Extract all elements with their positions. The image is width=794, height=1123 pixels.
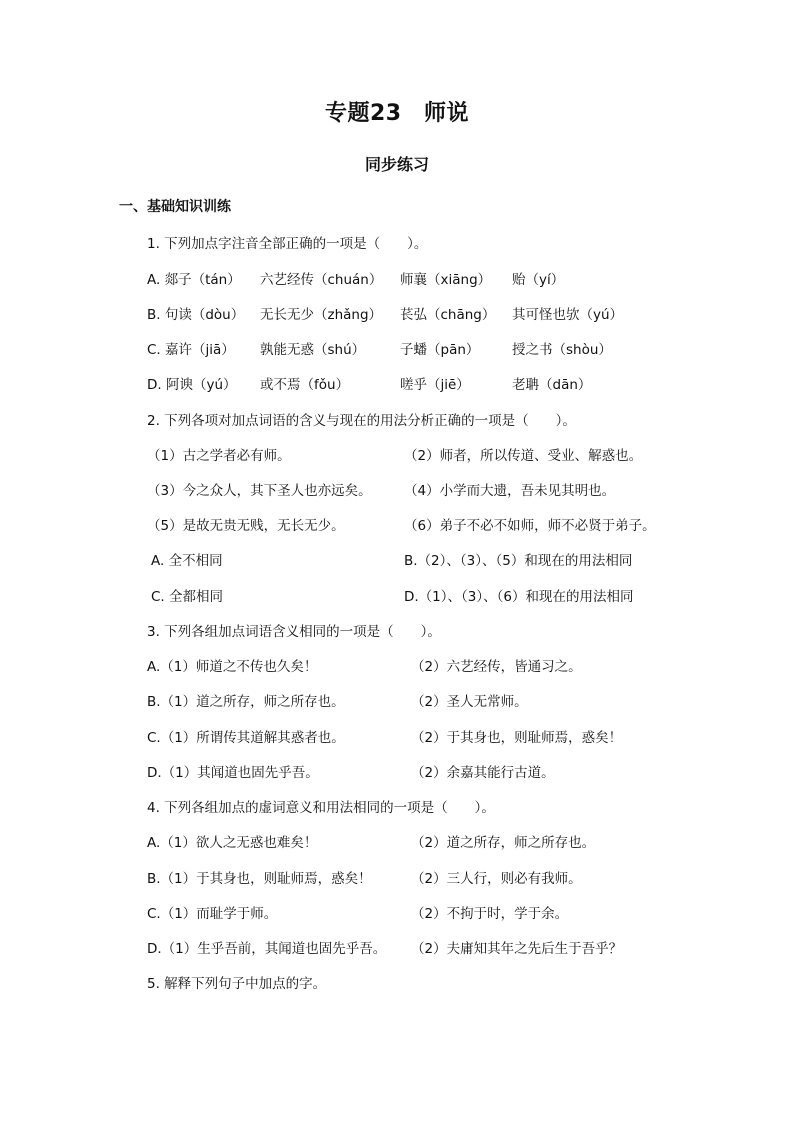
q1-option-a-item-4: 贻（yí） <box>512 272 565 288</box>
q1-option-b-item-2: 无长无少（zhǎng） <box>260 307 383 323</box>
q1-option-c-item-1: C. 嘉许（jiā） <box>147 342 235 358</box>
q1-option-d-item-4: 老聃（dān） <box>512 377 592 393</box>
q4-option-b-part-1: B.（1）于其身也，则耻师焉，惑矣！ <box>147 871 372 887</box>
q2-item-3: （3）今之众人，其下圣人也亦远矣。 <box>147 483 372 499</box>
q2-option-d: D.（1）、（3）、（6）和现在的用法相同 <box>404 589 634 605</box>
q4-option-b-part-2: （2）三人行，则必有我师。 <box>411 871 582 887</box>
page-subtitle: 同步练习 <box>364 155 429 174</box>
q1-option-a-item-2: 六艺经传（chuán） <box>260 272 383 288</box>
q1-option-a-item-3: 师襄（xiāng） <box>400 272 492 288</box>
q1-option-d-item-3: 嗟乎（jiē） <box>400 377 470 393</box>
q4-stem: 4. 下列各组加点的虚词意义和用法相同的一项是（ ）。 <box>147 800 495 816</box>
q1-option-d-item-1: D. 阿谀（yú） <box>147 377 237 393</box>
q3-option-a-part-2: （2）六艺经传，皆通习之。 <box>411 659 582 675</box>
q2-item-1: （1）古之学者必有师。 <box>147 448 291 464</box>
q3-stem: 3. 下列各组加点词语含义相同的一项是（ ）。 <box>147 624 441 640</box>
q1-option-a-item-1: A. 郯子（tán） <box>147 272 241 288</box>
q4-option-c-part-1: C.（1）而耻学于师。 <box>147 906 278 922</box>
q4-option-a-part-1: A.（1）欲人之无惑也难矣！ <box>147 835 318 851</box>
q5-stem: 5. 解释下列句子中加点的字。 <box>147 976 327 992</box>
q3-option-b-part-1: B.（1）道之所存，师之所存也。 <box>147 694 345 710</box>
q1-option-d-item-2: 或不焉（fǒu） <box>260 377 350 393</box>
q3-option-d-part-2: （2）余嘉其能行古道。 <box>411 765 555 781</box>
q3-option-c-part-1: C.（1）所谓传其道解其惑者也。 <box>147 730 345 746</box>
q1-option-b-item-3: 苌弘（chāng） <box>400 307 496 323</box>
q1-option-c-item-2: 孰能无惑（shú） <box>260 342 366 358</box>
q2-option-c: C. 全都相同 <box>151 589 224 605</box>
q4-option-c-part-2: （2）不拘于时，学于余。 <box>411 906 569 922</box>
q3-option-a-part-1: A.（1）师道之不传也久矣！ <box>147 659 318 675</box>
page-title: 专题23 师说 <box>324 101 470 126</box>
q2-item-2: （2）师者，所以传道、受业、解惑也。 <box>404 448 643 464</box>
q1-option-c-item-4: 授之书（shòu） <box>512 342 612 358</box>
q4-option-d-part-1: D.（1）生乎吾前，其闻道也固先乎吾。 <box>147 941 387 957</box>
q2-item-4: （4）小学而大遗，吾未见其明也。 <box>404 483 616 499</box>
q2-item-6: （6）弟子不必不如师，师不必贤于弟子。 <box>404 518 656 534</box>
q2-item-5: （5）是故无贵无贱，无长无少。 <box>147 518 345 534</box>
q3-option-c-part-2: （2）于其身也，则耻师焉，惑矣！ <box>411 730 623 746</box>
q1-option-b-item-4: 其可怪也欤（yú） <box>512 307 624 323</box>
section-heading: 一、基础知识训练 <box>119 199 231 215</box>
q1-stem: 1. 下列加点字注音全部正确的一项是（ ）。 <box>147 236 428 252</box>
q3-option-b-part-2: （2）圣人无常师。 <box>411 694 528 710</box>
q1-option-c-item-3: 子蟠（pān） <box>400 342 480 358</box>
q4-option-a-part-2: （2）道之所存，师之所存也。 <box>411 835 596 851</box>
q4-option-d-part-2: （2）夫庸知其年之先后生于吾乎？ <box>411 941 623 957</box>
q2-option-b: B.（2）、（3）、（5）和现在的用法相同 <box>404 553 633 569</box>
q3-option-d-part-1: D.（1）其闻道也固先乎吾。 <box>147 765 319 781</box>
q1-option-b-item-1: B. 句读（dòu） <box>147 307 245 323</box>
q2-option-a: A. 全不相同 <box>151 553 223 569</box>
q2-stem: 2. 下列各项对加点词语的含义与现在的用法分析正确的一项是（ ）。 <box>147 413 576 429</box>
